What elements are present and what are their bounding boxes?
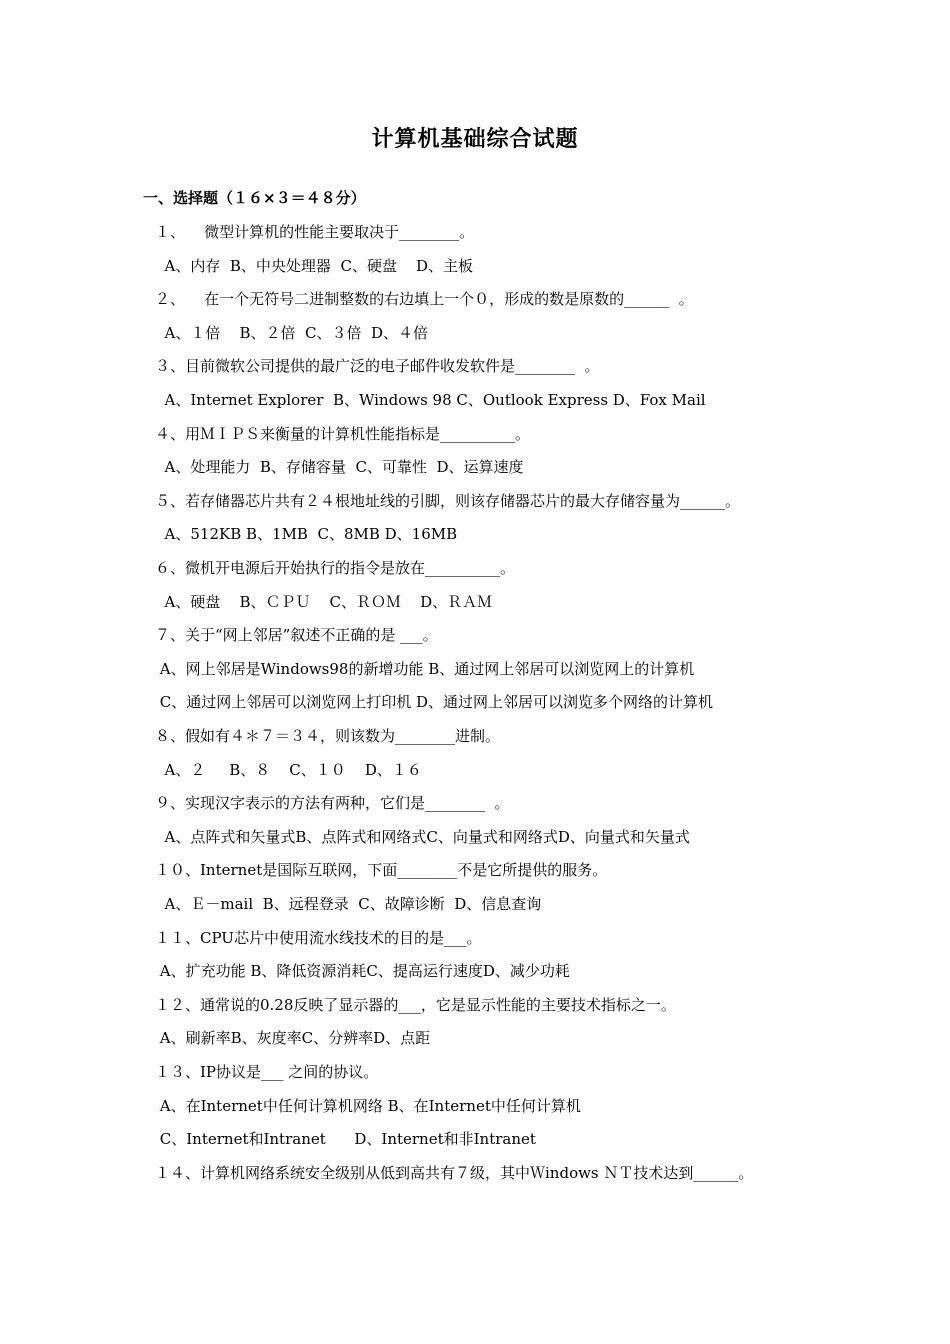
section-heading: 一、选择题（１６×３＝４８分） [143, 189, 366, 207]
option-line: A、Internet Explorer B、Windows 98 C、Outlook Express D、Fox Mail [155, 391, 706, 409]
question-line: ４、用ＭＩＰＳ来衡量的计算机性能指标是__________。 [155, 424, 531, 443]
question-line: １１、CPU芯片中使用流水线技术的目的是___。 [155, 928, 482, 947]
option-line: A、刷新率B、灰度率C、分辨率D、点距 [155, 1029, 431, 1048]
option-line: C、通过网上邻居可以浏览网上打印机 D、通过网上邻居可以浏览多个网络的计算机 [155, 693, 714, 712]
question-line: ２、 在一个无符号二进制整数的右边填上一个０，形成的数是原数的______ 。 [155, 290, 694, 309]
question-line: １２、通常说的0.28反映了显示器的___，它是显示性能的主要技术指标之一。 [155, 995, 676, 1014]
option-line: A、２ B、８ C、１０ D、１６ [155, 760, 422, 779]
option-line: A、在Internet中任何计算机网络 B、在Internet中任何计算机 [155, 1096, 581, 1115]
option-line: A、１倍 B、２倍 C、３倍 D、４倍 [155, 323, 429, 342]
document-title: 计算机基础综合试题 [371, 127, 579, 152]
option-line: A、512KB B、1MB C、8MB D、16MB [155, 525, 458, 544]
option-line: C、Internet和Intranet D、Internet和非Intranet [155, 1130, 536, 1149]
option-line: A、硬盘 B、ＣＰＵ C、ＲＯＭ D、ＲＡＭ [155, 592, 493, 611]
option-line: A、点阵式和矢量式B、点阵式和网络式C、向量式和网络式D、向量式和矢量式 [155, 827, 690, 846]
question-line: １３、IP协议是___ 之间的协议。 [155, 1063, 379, 1081]
question-line: ９、实现汉字表示的方法有两种，它们是________ 。 [155, 794, 510, 813]
question-line: ３、目前微软公司提供的最广泛的电子邮件收发软件是________ 。 [155, 357, 600, 376]
option-line: A、Ｅ－mail B、远程登录 C、故障诊断 D、信息查询 [155, 895, 542, 913]
option-line: A、网上邻居是Windows98的新增功能 B、通过网上邻居可以浏览网上的计算机 [155, 659, 695, 678]
option-line: A、扩充功能 B、降低资源消耗C、提高运行速度D、减少功耗 [155, 962, 570, 981]
question-line: ７、关于“网上邻居”叙述不正确的是 ___。 [155, 626, 438, 645]
option-line: A、处理能力 B、存储容量 C、可靠性 D、运算速度 [155, 458, 524, 477]
question-line: ８、假如有４＊７＝３４，则该数为________进制。 [155, 727, 501, 745]
question-line: ５、若存储器芯片共有２４根地址线的引脚，则该存储器芯片的最大存储容量为______。 [155, 491, 741, 510]
option-line: A、内存 B、中央处理器 C、硬盘 D、主板 [155, 256, 474, 275]
question-line: １４、计算机网络系统安全级别从低到高共有７级，其中Ｗindows ＮＴ技术达到______。 [155, 1163, 754, 1182]
question-line: ６、微机开电源后开始执行的指令是放在__________。 [155, 559, 516, 577]
question-line: １、 微型计算机的性能主要取决于________。 [155, 223, 475, 241]
question-line: １０、Internet是国际互联网，下面________不是它所提供的服务。 [155, 861, 608, 880]
